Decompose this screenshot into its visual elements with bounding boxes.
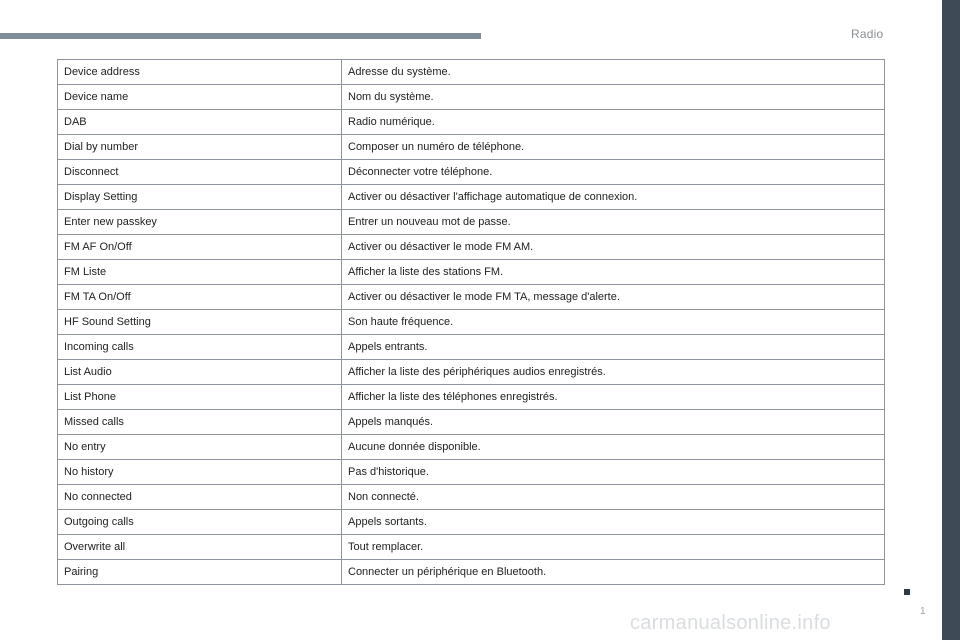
- term-french: Appels sortants.: [342, 510, 885, 535]
- table-row: [58, 85, 885, 110]
- term-french: Nom du système.: [342, 85, 885, 110]
- term-english: Device name: [58, 85, 342, 110]
- term-english: Incoming calls: [58, 335, 342, 360]
- term-french: Composer un numéro de téléphone.: [342, 135, 885, 160]
- term-french: Connecter un périphérique en Bluetooth.: [342, 560, 885, 585]
- table-row: [58, 535, 885, 560]
- table-row: [58, 410, 885, 435]
- term-french: Afficher la liste des stations FM.: [342, 260, 885, 285]
- section-title: Radio: [851, 27, 884, 41]
- term-english: Outgoing calls: [58, 510, 342, 535]
- term-english: Enter new passkey: [58, 210, 342, 235]
- table-row: [58, 60, 885, 85]
- term-french: Adresse du système.: [342, 60, 885, 85]
- page-marker-square: [904, 589, 910, 595]
- table-row: [58, 310, 885, 335]
- term-english: Missed calls: [58, 410, 342, 435]
- table-row: [58, 160, 885, 185]
- table-row: [58, 135, 885, 160]
- term-english: Disconnect: [58, 160, 342, 185]
- term-french: Activer ou désactiver le mode FM TA, message d'alerte.: [342, 285, 885, 310]
- term-english: Overwrite all: [58, 535, 342, 560]
- term-english: No history: [58, 460, 342, 485]
- term-french: Activer ou désactiver l'affichage automatique de connexion.: [342, 185, 885, 210]
- table-row: [58, 235, 885, 260]
- table-row: [58, 560, 885, 585]
- term-french: Déconnecter votre téléphone.: [342, 160, 885, 185]
- term-french: Afficher la liste des périphériques audios enregistrés.: [342, 360, 885, 385]
- side-tab-bar: [942, 0, 960, 640]
- glossary-table: [57, 59, 885, 585]
- term-english: No entry: [58, 435, 342, 460]
- term-english: List Audio: [58, 360, 342, 385]
- term-english: No connected: [58, 485, 342, 510]
- term-french: Afficher la liste des téléphones enregistrés.: [342, 385, 885, 410]
- term-french: Son haute fréquence.: [342, 310, 885, 335]
- term-english: Dial by number: [58, 135, 342, 160]
- table-row: [58, 460, 885, 485]
- term-french: Appels entrants.: [342, 335, 885, 360]
- glossary-body: [58, 60, 885, 585]
- table-row: [58, 335, 885, 360]
- table-row: [58, 185, 885, 210]
- term-french: Activer ou désactiver le mode FM AM.: [342, 235, 885, 260]
- term-french: Aucune donnée disponible.: [342, 435, 885, 460]
- term-french: Radio numérique.: [342, 110, 885, 135]
- term-french: Entrer un nouveau mot de passe.: [342, 210, 885, 235]
- term-french: Appels manqués.: [342, 410, 885, 435]
- term-english: Display Setting: [58, 185, 342, 210]
- table-row: [58, 110, 885, 135]
- table-row: [58, 485, 885, 510]
- table-row: [58, 510, 885, 535]
- term-french: Tout remplacer.: [342, 535, 885, 560]
- header-rule: [0, 33, 481, 39]
- term-english: List Phone: [58, 385, 342, 410]
- table-row: [58, 210, 885, 235]
- term-english: FM AF On/Off: [58, 235, 342, 260]
- term-french: Pas d'historique.: [342, 460, 885, 485]
- term-french: Non connecté.: [342, 485, 885, 510]
- watermark: carmanualsonline.info: [630, 612, 831, 634]
- table-row: [58, 285, 885, 310]
- term-english: FM Liste: [58, 260, 342, 285]
- table-row: [58, 435, 885, 460]
- term-english: HF Sound Setting: [58, 310, 342, 335]
- term-english: Device address: [58, 60, 342, 85]
- table-row: [58, 385, 885, 410]
- term-english: Pairing: [58, 560, 342, 585]
- table-row: [58, 360, 885, 385]
- term-english: DAB: [58, 110, 342, 135]
- term-english: FM TA On/Off: [58, 285, 342, 310]
- page-number: 1: [920, 606, 926, 617]
- table-row: [58, 260, 885, 285]
